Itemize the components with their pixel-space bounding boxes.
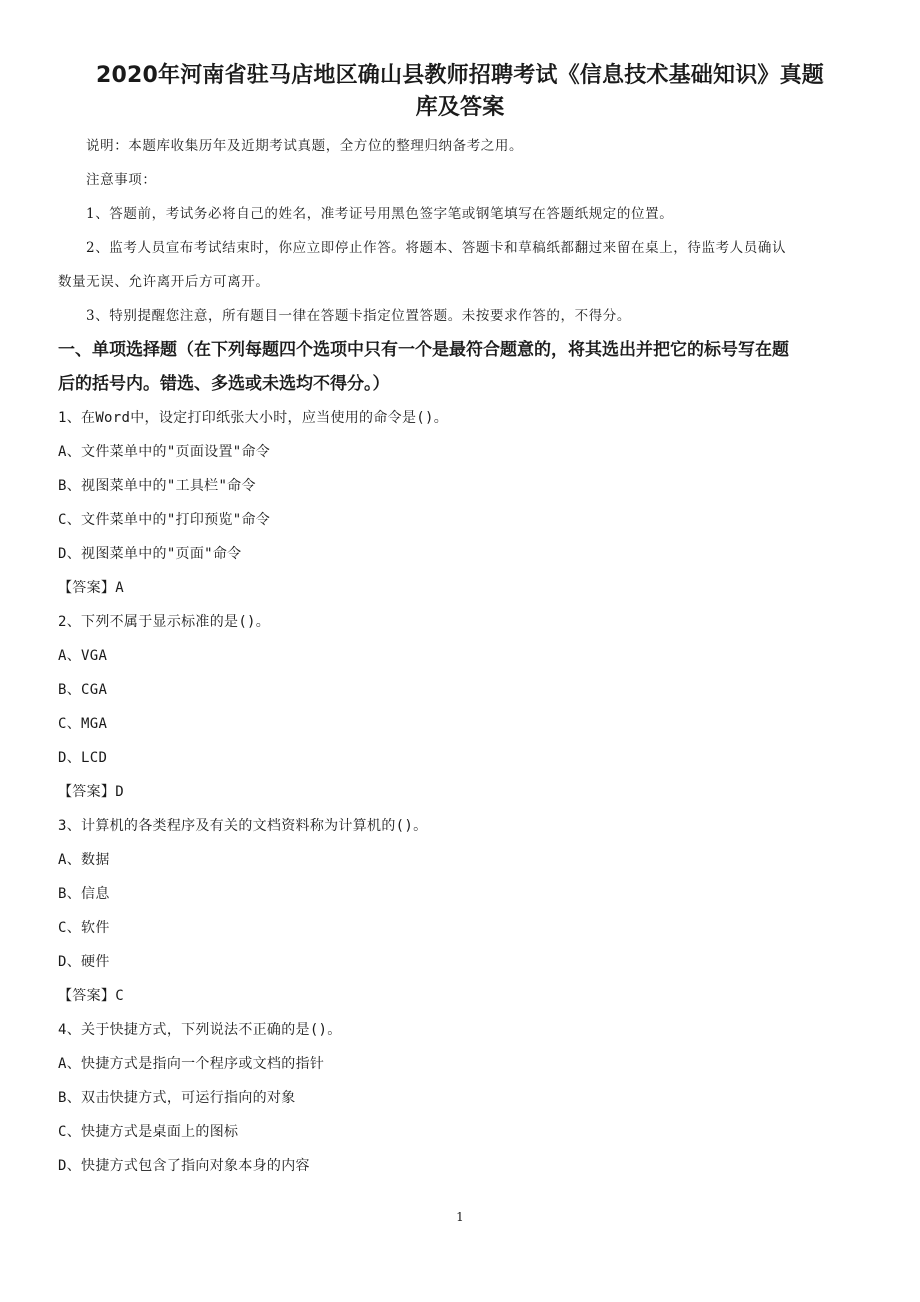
question-2-stem: 2、下列不属于显示标准的是()。 [58, 614, 271, 630]
question-1-stem: 1、在Word中，设定打印纸张大小时，应当使用的命令是()。 [58, 410, 448, 426]
question-1-option-d: D、视图菜单中的"页面"命令 [58, 546, 242, 562]
question-2-answer: 【答案】D [58, 784, 124, 800]
question-4-option-d: D、快捷方式包含了指向对象本身的内容 [58, 1158, 310, 1174]
note-1: 1、答题前，考试务必将自己的姓名，准考证号用黑色签字笔或钢笔填写在答题纸规定的位置。 [86, 206, 674, 222]
question-2-option-b: B、CGA [58, 682, 108, 698]
note-3: 3、特别提醒您注意，所有题目一律在答题卡指定位置答题。未按要求作答的，不得分。 [86, 308, 631, 324]
question-4-stem: 4、关于快捷方式，下列说法不正确的是()。 [58, 1022, 342, 1038]
question-3-stem: 3、计算机的各类程序及有关的文档资料称为计算机的()。 [58, 818, 428, 834]
question-3-option-b: B、信息 [58, 886, 110, 902]
section-heading-line2: 后的括号内。错选、多选或未选均不得分。） [58, 374, 390, 394]
question-2-option-d: D、LCD [58, 750, 108, 766]
question-1-option-b: B、视图菜单中的"工具栏"命令 [58, 478, 256, 494]
question-3-option-a: A、数据 [58, 852, 110, 868]
question-1-option-a: A、文件菜单中的"页面设置"命令 [58, 444, 271, 460]
page-number: 1 [456, 1210, 464, 1224]
question-1-option-c: C、文件菜单中的"打印预览"命令 [58, 512, 271, 528]
document-title-line1: 2020年河南省驻马店地区确山县教师招聘考试《信息技术基础知识》真题 [95, 63, 825, 88]
question-2-option-a: A、VGA [58, 648, 108, 664]
note-2-line2: 数量无误、允许离开后方可离开。 [58, 274, 270, 290]
question-4-option-a: A、快捷方式是指向一个程序或文档的指针 [58, 1056, 325, 1072]
question-2-option-c: C、MGA [58, 716, 108, 732]
question-3-option-c: C、软件 [58, 920, 110, 936]
question-3-option-d: D、硬件 [58, 954, 110, 970]
question-1-answer: 【答案】A [58, 580, 124, 596]
question-3-answer: 【答案】C [58, 988, 124, 1004]
notes-heading: 注意事项： [86, 172, 157, 188]
question-4-option-b: B、双击快捷方式，可运行指向的对象 [58, 1090, 296, 1106]
note-2-line1: 2、监考人员宣布考试结束时，你应立即停止作答。将题本、答题卡和草稿纸都翻过来留在桌上，待监考人员确认 [86, 240, 787, 256]
section-heading-line1: 一、单项选择题（在下列每题四个选项中只有一个是最符合题意的，将其选出并把它的标号写在题 [58, 340, 789, 360]
intro-description: 说明：本题库收集历年及近期考试真题，全方位的整理归纳备考之用。 [86, 138, 524, 154]
document-title-line2: 库及答案 [415, 95, 505, 120]
question-4-option-c: C、快捷方式是桌面上的图标 [58, 1124, 239, 1140]
